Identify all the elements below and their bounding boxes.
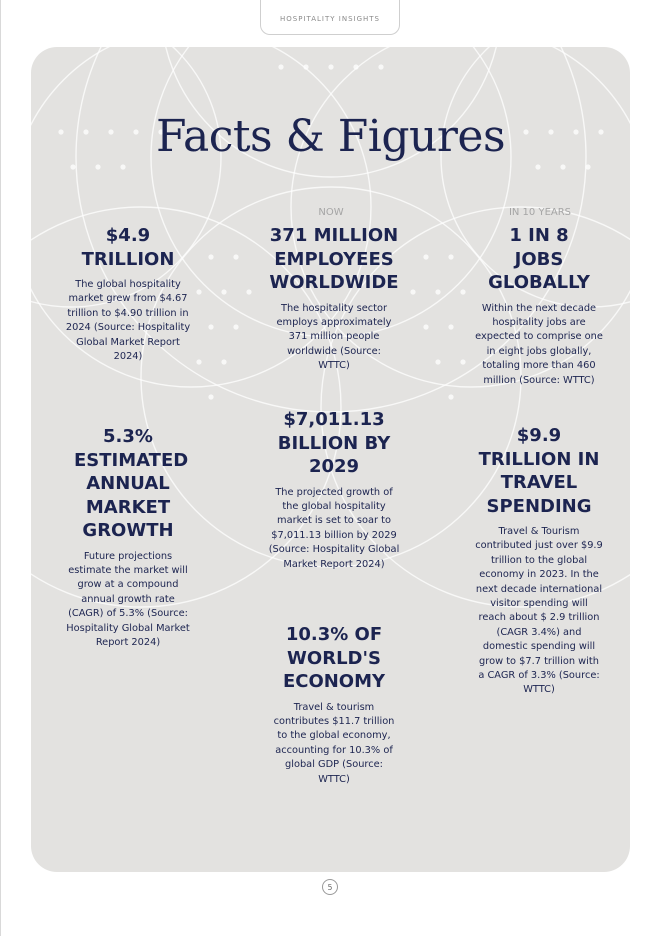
fact-headline: 5.3% ESTIMATED ANNUAL MARKET GROWTH bbox=[74, 426, 189, 541]
page-title: Facts & Figures bbox=[155, 111, 506, 162]
fact-market-growth bbox=[62, 425, 194, 650]
fact-headline: $9.9 TRILLION IN TRAVEL SPENDING bbox=[478, 425, 600, 517]
column-label-now: NOW bbox=[318, 207, 344, 218]
fact-description: Within the next decade hospitality jobs are expected to comprise one in eight jobs globally, totaling more than 460 million (Source: WTTC) bbox=[475, 302, 603, 386]
fact-headline: 10.3% OF WORLD'S ECONOMY bbox=[282, 624, 386, 692]
fact-description: The global hospitality market grew from $4.67 trillion to $4.90 trillion in 2024 (Source: Hospitality Global Market Report 2024) bbox=[65, 279, 191, 363]
fact-description: Travel & tourism contributes $11.7 trillion to the global economy, accounting for 10.3% of global GDP (Source: WTTC) bbox=[273, 701, 395, 785]
fact-headline: 371 MILLION EMPLOYEES WORLDWIDE bbox=[269, 225, 399, 293]
fact-employees bbox=[267, 224, 401, 374]
section-label: HOSPITALITY INSIGHTS bbox=[280, 14, 380, 23]
fact-description: The projected growth of the global hospitality market is set to soar to $7,011.13 billion by 2029 (Source: Hospitality Global Market Report 2024) bbox=[268, 486, 400, 570]
fact-jobs bbox=[473, 224, 605, 388]
header-tab bbox=[260, 0, 400, 35]
fact-headline: $7,011.13 BILLION BY 2029 bbox=[277, 409, 391, 477]
fact-description: Future projections estimate the market will grow at a compound annual growth rate (CAGR) of 5.3% (Source: Hospitality Global Market Report 2024) bbox=[66, 550, 190, 648]
page-number: 5 bbox=[322, 879, 338, 895]
fact-world-economy bbox=[268, 623, 400, 787]
fact-description: The hospitality sector employs approximately 371 million people worldwide (Source: WTTC) bbox=[276, 302, 392, 372]
fact-headline: 1 IN 8 JOBS GLOBALLY bbox=[488, 225, 590, 293]
fact-market-size bbox=[62, 224, 194, 364]
fact-2029-projection bbox=[268, 408, 400, 572]
column-label-ten-years: IN 10 YEARS bbox=[508, 207, 572, 218]
facts-panel bbox=[31, 47, 630, 872]
fact-headline: $4.9 TRILLION bbox=[81, 225, 175, 270]
fact-description: Travel & Tourism contributed just over $9.9 trillion to the global economy in 2023. In the next decade international visitor spending will reach about $ 2.9 trillion (CAGR 3.4%) and domestic spending will grow to $7.7 trillion with a CAGR of 3.3% (Source: WTTC) bbox=[475, 526, 603, 696]
page-edge-rule bbox=[0, 0, 1, 936]
fact-travel-spending bbox=[473, 424, 605, 698]
